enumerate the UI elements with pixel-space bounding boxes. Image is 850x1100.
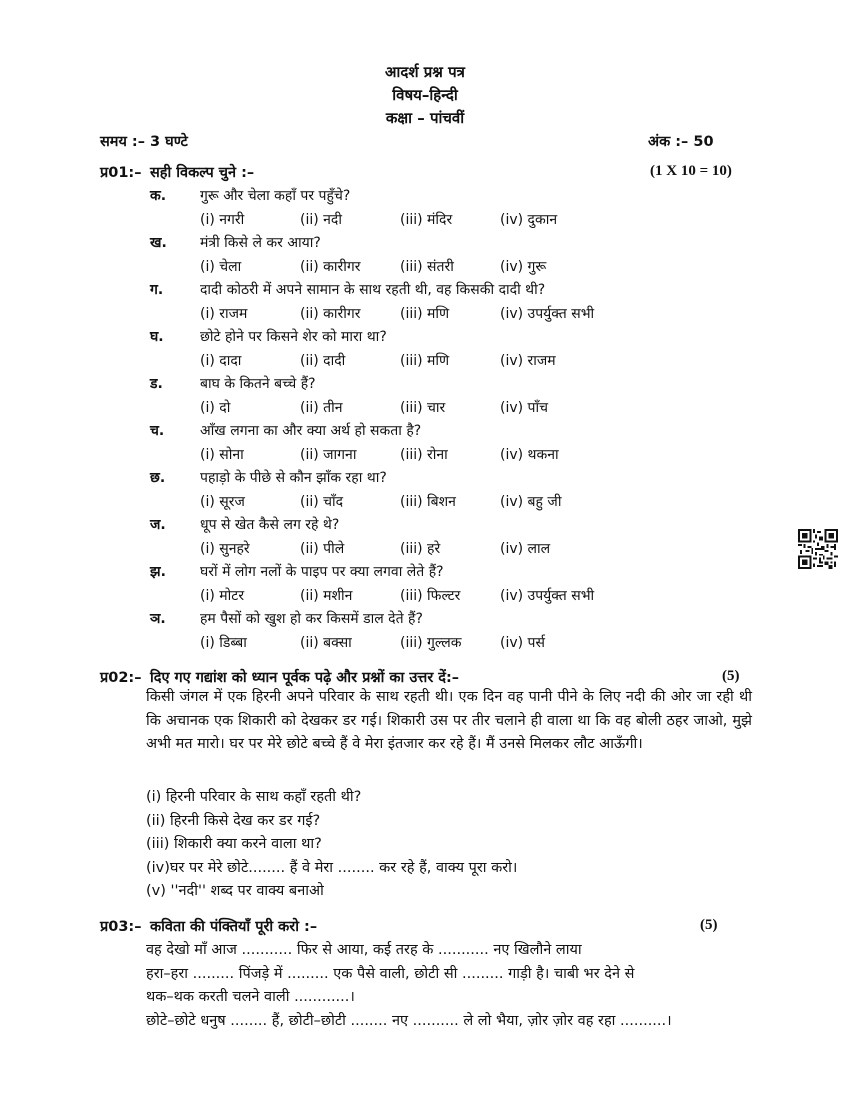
q1-option: (iv) लाल xyxy=(500,541,551,557)
q1-item-question: आँख लगना का और क्या अर्थ हो सकता है? xyxy=(200,423,422,439)
paper-subject: विषय–हिन्दी xyxy=(392,86,458,104)
q1-option: (i) मोटर xyxy=(200,588,245,604)
time-allowed: समय :– 3 घण्टे xyxy=(100,134,188,150)
q1-item-question: हम पैसों को खुश हो कर किसमें डाल देते हैं? xyxy=(200,611,423,627)
q1-option: (iii) चार xyxy=(400,400,446,416)
q1-option: (i) सुनहरे xyxy=(200,541,250,557)
qr-code-icon xyxy=(798,529,838,569)
q2-number: प्र02:– xyxy=(100,670,142,686)
q1-option: (iv) थकना xyxy=(500,447,559,463)
q1-item-question: बाघ के कितने बच्चे हैं? xyxy=(200,376,316,392)
q1-item-letter: झ. xyxy=(150,564,166,580)
q1-option: (ii) कारीगर xyxy=(300,306,361,322)
q1-item-letter: ञ. xyxy=(150,611,166,627)
q1-option: (ii) पीले xyxy=(300,541,345,557)
q1-heading: सही विकल्प चुने :– xyxy=(150,165,255,181)
q1-option: (iv) पाँच xyxy=(500,400,549,416)
q2-question: (iv)घर पर मेरे छोटे........ हैं वे मेरा ........ कर रहे हैं, वाक्य पूरा करो। xyxy=(146,859,518,876)
q1-option: (iv) राजम xyxy=(500,353,556,369)
q1-item-letter: ग. xyxy=(150,282,164,298)
q1-item-letter: क. xyxy=(150,188,167,204)
q3-poem-line: वह देखो माँ आज ........... फिर से आया, कई तरह के ........... नए खिलौने लाया xyxy=(146,942,582,958)
q1-option: (iv) बहु जी xyxy=(500,494,562,510)
q1-item-letter: ड. xyxy=(150,376,163,392)
q2-question: (iii) शिकारी क्या करने वाला था? xyxy=(146,836,322,852)
q1-option: (iii) मंदिर xyxy=(400,212,453,228)
q1-option: (ii) मशीन xyxy=(300,588,353,604)
paper-class: कक्षा – पांचवीं xyxy=(385,109,465,127)
q1-option: (i) डिब्बा xyxy=(200,635,247,651)
q1-option: (iii) गुल्लक xyxy=(400,635,462,651)
q1-item-question: छोटे होने पर किसने शेर को मारा था? xyxy=(200,329,387,345)
q1-option: (i) दादा xyxy=(200,353,242,369)
q1-item-letter: ख. xyxy=(150,235,167,251)
q1-item-letter: छ. xyxy=(150,470,166,486)
q1-option: (i) नगरी xyxy=(200,212,245,228)
q1-item-letter: घ. xyxy=(150,329,164,345)
q1-item-question: धूप से खेत कैसे लग रहे थे? xyxy=(200,517,340,533)
q1-number: प्र01:– xyxy=(100,165,142,181)
q2-question: (i) हिरनी परिवार के साथ कहाँ रहती थी? xyxy=(146,789,362,805)
q1-marks: (1 X 10 = 10) xyxy=(650,163,732,179)
q1-option: (iv) पर्स xyxy=(500,635,545,651)
q1-option: (iii) संतरी xyxy=(400,259,454,275)
q1-item-question: मंत्री किसे ले कर आया? xyxy=(200,235,321,251)
q1-option: (iv) उपर्युक्त सभी xyxy=(500,306,595,322)
q1-option: (i) सोना xyxy=(200,447,244,463)
q1-option: (ii) दादी xyxy=(300,353,346,369)
q1-option: (iii) मणि xyxy=(400,306,450,322)
paper-title: आदर्श प्रश्न पत्र xyxy=(385,63,465,81)
q2-heading: दिए गए गद्यांश को ध्यान पूर्वक पढ़े और प्रश्नों का उत्तर दें:– xyxy=(150,670,460,686)
q3-poem-line: छोटे–छोटे धनुष ........ हैं, छोटी–छोटी ........ नए .......... ले लो भैया, ज़ोर ज़ोर वह रहा ..........। xyxy=(146,1012,672,1029)
q1-option: (ii) कारीगर xyxy=(300,259,361,275)
q3-number: प्र03:– xyxy=(100,919,142,935)
q1-option: (ii) चाँद xyxy=(300,494,344,510)
q1-option: (iv) गुरू xyxy=(500,259,547,275)
q1-option: (iii) हरे xyxy=(400,541,441,557)
q1-item-question: दादी कोठरी में अपने सामान के साथ रहती थी, वह किसकी दादी थी? xyxy=(200,282,546,298)
q1-option: (ii) बक्सा xyxy=(300,635,352,651)
q1-option: (ii) जागना xyxy=(300,447,357,463)
q1-option: (i) सूरज xyxy=(200,494,245,510)
q3-heading: कविता की पंक्तियाँ पूरी करो :– xyxy=(150,919,318,935)
q2-question: (v) ''नदी'' शब्द पर वाक्य बनाओ xyxy=(146,883,324,899)
max-marks: अंक :– 50 xyxy=(648,134,714,150)
q1-option: (iv) दुकान xyxy=(500,212,558,228)
q1-option: (iv) उपर्युक्त सभी xyxy=(500,588,595,604)
q1-option: (i) चेला xyxy=(200,259,242,275)
q1-item-letter: च. xyxy=(150,423,165,439)
q3-poem-line: थक–थक करती चलने वाली ............। xyxy=(146,989,355,1005)
q3-marks: (5) xyxy=(700,917,718,933)
q1-option: (iii) बिशन xyxy=(400,494,456,510)
q1-option: (iii) रोना xyxy=(400,447,448,463)
q1-item-question: घरों में लोग नलों के पाइप पर क्या लगवा लेते हैं? xyxy=(200,564,444,580)
q2-passage: किसी जंगल में एक हिरनी अपने परिवार के साथ रहती थी। एक दिन वह पानी पीने के लिए नदी की ओर जा रही थी कि अचानक एक शिकारी को देखकर डर गई। शिकारी उस पर तीर चलाने ही वाला था कि वह बोली ठहर जाओ, मुझे अभी मत मारो। घर पर मेरे छोटे बच्चे हैं वे मेरा इंतजार कर रहे हैं। मैं उनसे मिलकर लौट आऊँगी। xyxy=(146,689,752,752)
q1-item-question: गुरू और चेला कहाँ पर पहुँचे? xyxy=(200,188,351,204)
q2-question: (ii) हिरनी किसे देख कर डर गई? xyxy=(146,812,321,829)
q1-option: (i) राजम xyxy=(200,306,248,322)
q1-item-question: पहाड़ो के पीछे से कौन झाँक रहा था? xyxy=(200,470,387,486)
q1-option: (i) दो xyxy=(200,400,231,416)
q3-poem-line: हरा–हरा ......... पिंजड़े में ......... एक पैसे वाली, छोटी सी ......... गाड़ी है। चाबी भर देने से xyxy=(146,965,635,982)
q1-option: (iii) फिल्टर xyxy=(400,588,461,604)
q1-option: (iii) मणि xyxy=(400,353,450,369)
q1-option: (ii) नदी xyxy=(300,212,342,228)
q2-marks: (5) xyxy=(722,668,740,684)
q1-option: (ii) तीन xyxy=(300,400,343,416)
q1-item-letter: ज. xyxy=(150,517,166,533)
